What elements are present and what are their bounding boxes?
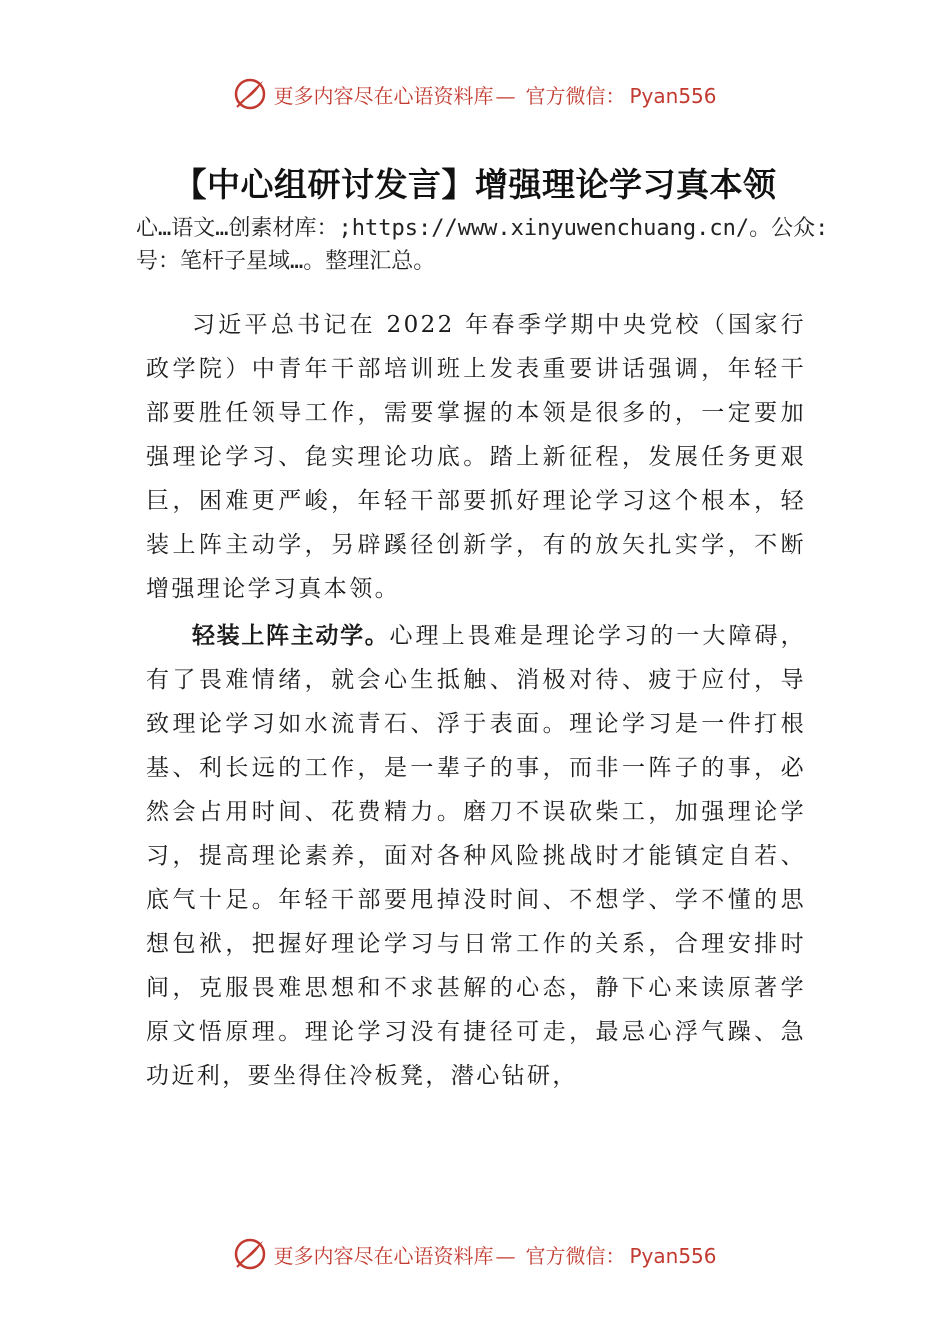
banner-wechat-id: Pyan556: [629, 1243, 717, 1268]
quill-logo-icon: [233, 1237, 267, 1271]
paragraph-lead: 轻装上阵主动学。: [192, 623, 390, 649]
paragraph: [146, 303, 806, 611]
source-line: 心…语文…创素材库：;https://www.xinyuwenchuang.cn/。公众:号：笔杆子星域…。整理汇总。: [136, 216, 829, 274]
banner-slogan: 更多内容尽在心语资料库: [273, 1243, 494, 1268]
banner-separator: —: [495, 83, 516, 108]
paragraph-text: 心理上畏难是理论学习的一大障碍，有了畏难情绪，就会心生抵触、消极对待、疲于应付，导致理论学习如水流青石、浮于表面。理论学习是一件打根基、利长远的工作，是一辈子的事，而非一阵子的事，必然会占用时间、花费精力。磨刀不误砍柴工，加强理论学习，提高理论素养，面对各种风险挑战时才能镇定自若、底气十足。年轻干部要甩掉没时间、不想学、学不懂的思想包袱，把握好理论学习与日常工作的关系，合理安排时间，克服畏难思想和不求甚解的心态，静下心来读原著学原文悟原理。理论学习没有捷径可走，最忌心浮气躁、急功近利，要坐得住冷板凳，潜心钻研，: [146, 623, 807, 1089]
banner-slogan: 更多内容尽在心语资料库: [273, 83, 494, 108]
document-title: 【中心组研讨发言】增强理论学习真本领: [173, 165, 777, 204]
banner-wechat-id: Pyan556: [629, 83, 717, 108]
footer-banner: [0, 1232, 950, 1276]
banner-text: [273, 80, 716, 109]
quill-logo-icon: [233, 77, 267, 111]
paragraph: [146, 614, 806, 1098]
banner-wechat-label: 官方微信：: [525, 83, 626, 108]
paragraph-text: 习近平总书记在 2022 年春季学期中央党校（国家行政学院）中青年干部培训班上发表重要讲话强调，年轻干部要胜任领导工作，需要掌握的本领是很多的，一定要加强理论学习、㲋实理论功底。踏上新征程，发展任务更艰巨，困难更严峻，年轻干部要抓好理论学习这个根本，轻装上阵主动学，另辟蹊径创新学，有的放矢扎实学，不断增强理论学习真本领。: [146, 312, 806, 602]
banner-separator: —: [495, 1243, 516, 1268]
banner-text: [273, 1240, 716, 1269]
banner-wechat-label: 官方微信：: [525, 1243, 626, 1268]
document-body: [146, 303, 806, 1101]
header-banner: [0, 72, 950, 116]
